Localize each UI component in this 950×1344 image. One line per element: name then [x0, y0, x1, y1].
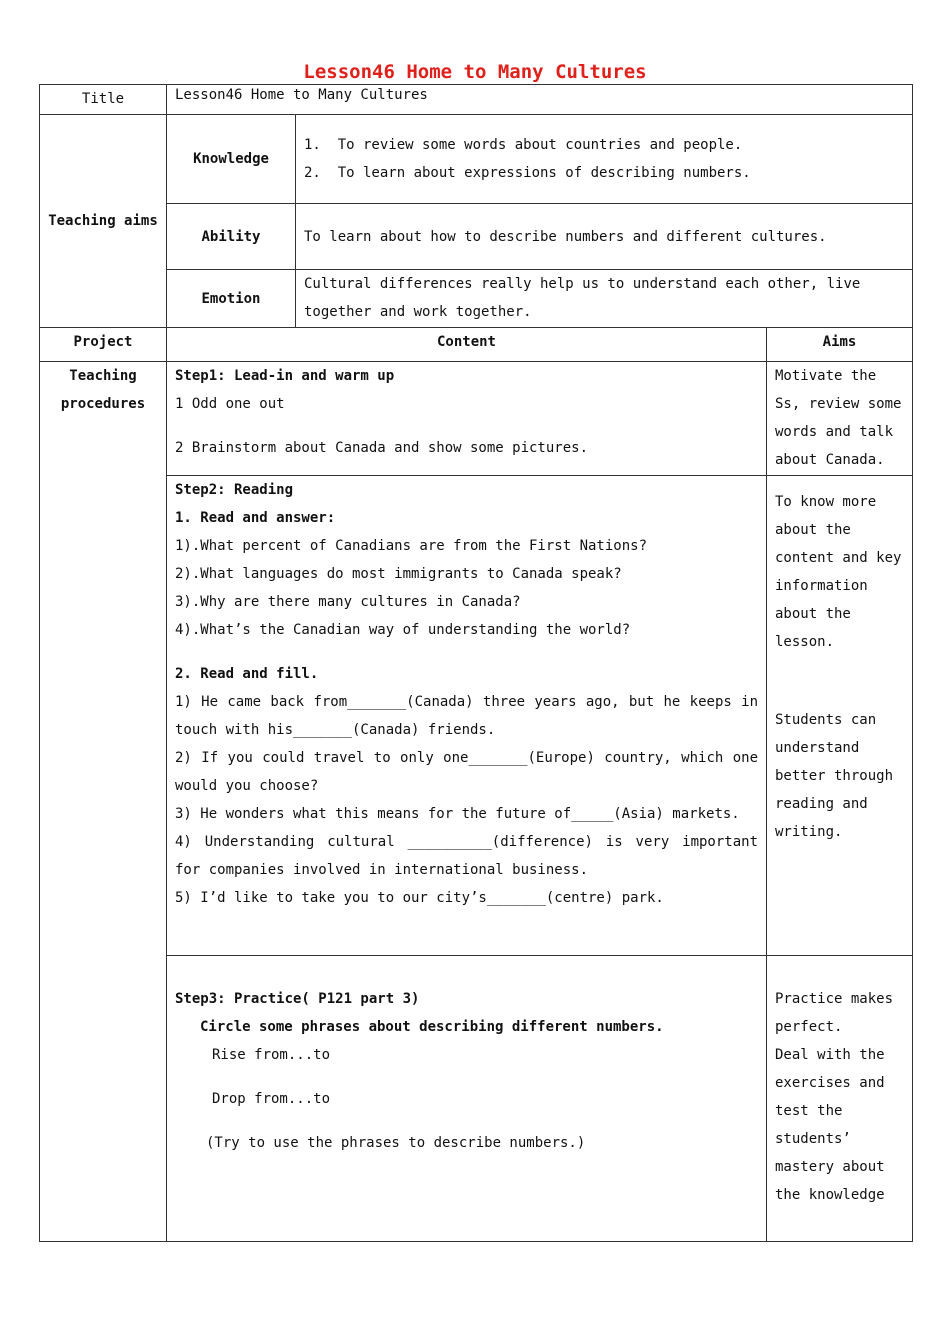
spacer: [175, 644, 758, 660]
step1-line: 1 Odd one out: [175, 396, 285, 412]
spacer: [175, 418, 758, 434]
spacer: [175, 1069, 758, 1085]
fill-item: 1) He came back from_______(Canada) three years ago, but he keeps in touch with his_______(Canada) friends.: [175, 694, 767, 738]
header-aims: Aims: [767, 328, 913, 362]
step2-content: [167, 476, 767, 956]
step2-aims-2: Students can understand better through reading and writing.: [775, 712, 902, 840]
step2-title: Step2: Reading: [175, 482, 294, 498]
title-row: [40, 85, 913, 115]
step3-aims: [767, 956, 913, 1242]
step3-content: [167, 956, 767, 1242]
lesson-plan-table: [39, 84, 913, 1242]
emotion-label: Emotion: [167, 270, 296, 328]
knowledge-row: [40, 115, 913, 204]
step1-aims: Motivate the Ss, review some words and talk about Canada.: [767, 362, 913, 476]
question-item: 4).What’s the Canadian way of understanding the world?: [175, 622, 631, 638]
step3-note: (Try to use the phrases to describe numbers.): [206, 1135, 586, 1151]
knowledge-item: 2. To learn about expressions of describing numbers.: [304, 165, 751, 181]
step2-aims: [767, 476, 913, 956]
step1-title: Step1: Lead-in and warm up: [175, 368, 395, 384]
step1-content: [167, 362, 767, 476]
step3-row: [40, 956, 913, 1242]
spacer: [775, 656, 904, 706]
spacer: [175, 1113, 758, 1129]
teaching-procedures-label: [40, 362, 167, 1242]
question-item: 3).Why are there many cultures in Canada?: [175, 594, 521, 610]
question-item: 1).What percent of Canadians are from the First Nations?: [175, 538, 648, 554]
fill-item: 2) If you could travel to only one_______(Europe) country, which one would you choose?: [175, 750, 767, 794]
knowledge-item: 1. To review some words about countries and people.: [304, 137, 743, 153]
step3-aims-2: Deal with the exercises and test the students’ mastery about the knowledge: [775, 1047, 894, 1203]
document-title: Lesson46 Home to Many Cultures: [303, 61, 647, 83]
title-value: Lesson46 Home to Many Cultures: [167, 85, 913, 115]
knowledge-label: Knowledge: [167, 115, 296, 204]
step2-part2-title: 2. Read and fill.: [175, 666, 319, 682]
step2-row: [40, 476, 913, 956]
question-item: 2).What languages do most immigrants to Canada speak?: [175, 566, 622, 582]
phrase-item: Drop from...to: [212, 1091, 331, 1107]
step1-row: [40, 362, 913, 476]
step2-aims-1: To know more about the content and key information about the lesson.: [775, 494, 910, 650]
ability-row: [40, 204, 913, 270]
step3-instruction: Circle some phrases about describing different numbers.: [200, 1019, 664, 1035]
title-label: Title: [40, 85, 167, 115]
ability-label: Ability: [167, 204, 296, 270]
fill-item: 3) He wonders what this means for the future of_____(Asia) markets.: [175, 806, 740, 822]
emotion-row: [40, 270, 913, 328]
ability-text: To learn about how to describe numbers and different cultures.: [296, 204, 913, 270]
fill-item: 4) Understanding cultural __________(difference) is very important for companies involved in international business.: [175, 834, 767, 878]
header-content: Content: [167, 328, 767, 362]
phrase-item: Rise from...to: [212, 1047, 331, 1063]
header-project: Project: [40, 328, 167, 362]
procedures-label-text: Teaching procedures: [60, 368, 146, 412]
step3-aims-1: Practice makes perfect.: [775, 991, 902, 1035]
emotion-text: Cultural differences really help us to understand each other, live together and work together.: [296, 270, 913, 328]
step1-line: 2 Brainstorm about Canada and show some pictures.: [175, 440, 589, 456]
knowledge-cell: [296, 115, 913, 204]
step3-title: Step3: Practice( P121 part 3): [175, 991, 420, 1007]
teaching-aims-label: Teaching aims: [40, 115, 167, 328]
header-row: [40, 328, 913, 362]
step2-part1-title: 1. Read and answer:: [175, 510, 336, 526]
fill-item: 5) I’d like to take you to our city’s_______(centre) park.: [175, 890, 664, 906]
